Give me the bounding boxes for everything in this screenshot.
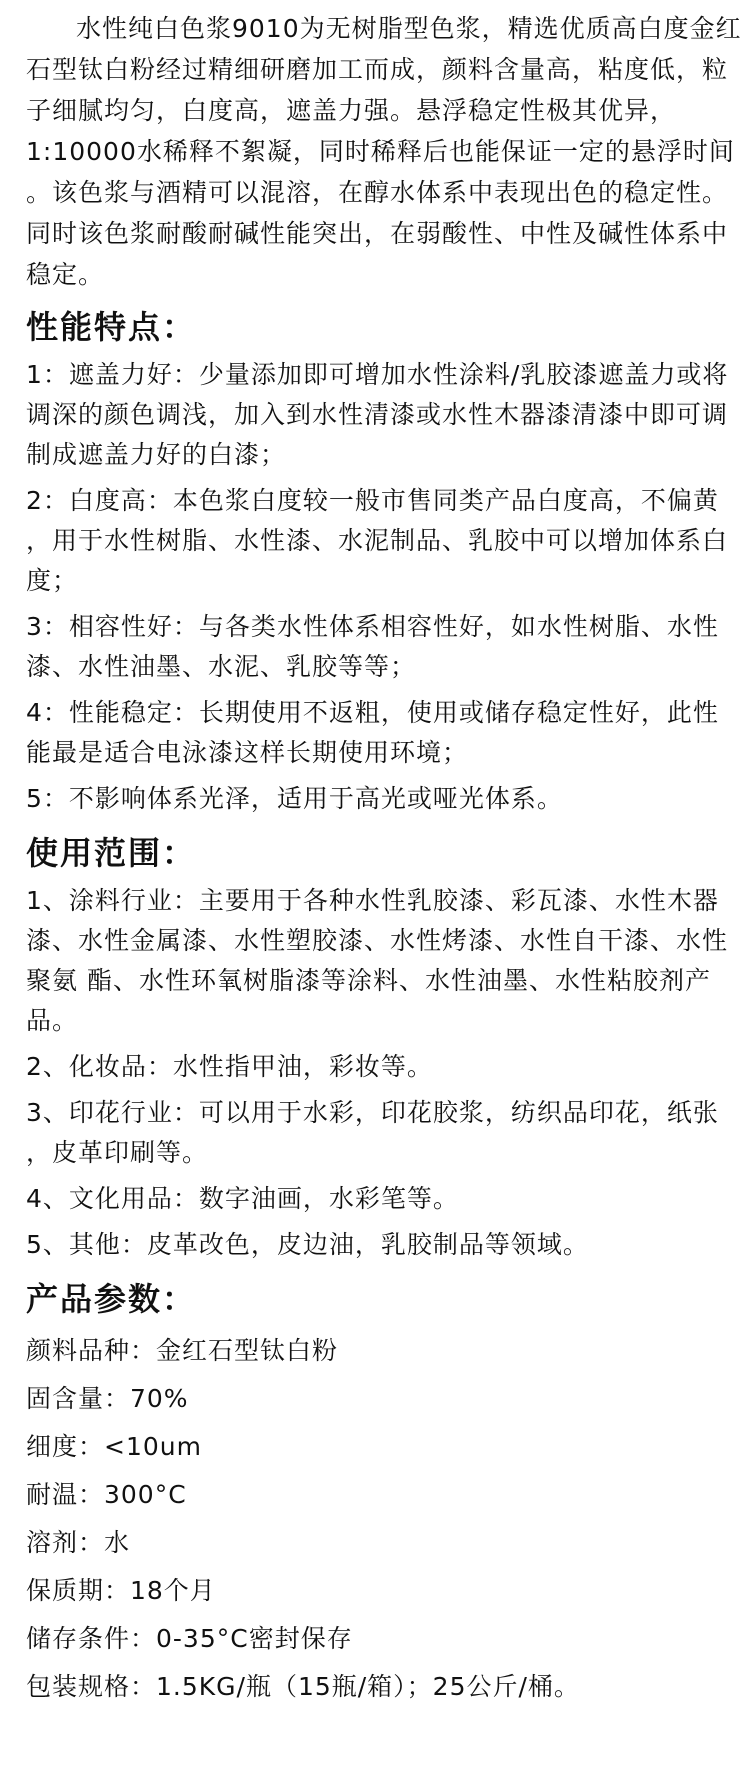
usage-item: [26, 1179, 728, 1219]
feature-line: 2：白度高：本色浆白度较一般市售同类产品白度高，不偏黄: [26, 486, 719, 515]
usage-line: 1、涂料行业：主要用于各种水性乳胶漆、彩瓦漆、水性木器: [26, 886, 719, 915]
usage-item: [26, 1093, 728, 1173]
usage-line: 3、印花行业：可以用于水彩，印花胶浆，纺织品印花，纸张: [26, 1098, 719, 1127]
feature-item: [26, 779, 728, 819]
intro-line: 水性纯白色浆9010为无树脂型色浆，精选优质高白度金红: [76, 14, 742, 43]
intro-line: 同时该色浆耐酸耐碱性能突出，在弱酸性、中性及碱性体系中: [26, 219, 729, 248]
param-row: 保质期：18个月: [26, 1576, 216, 1605]
feature-item: [26, 355, 728, 475]
param-row: 颜料品种：金红石型钛白粉: [26, 1336, 339, 1365]
param-row: 耐温：300°C: [26, 1480, 187, 1509]
intro-line: 子细腻均匀，白度高，遮盖力强。悬浮稳定性极其优异，: [26, 96, 677, 125]
feature-line: 4：性能稳定：长期使用不返粗，使用或储存稳定性好，此性: [26, 698, 719, 727]
usage-line: 4、文化用品：数字油画，水彩笔等。: [26, 1184, 459, 1213]
param-row: 细度：<10um: [26, 1432, 202, 1461]
feature-item: [26, 481, 728, 601]
param-row: 储存条件：0-35°C密封保存: [26, 1624, 353, 1653]
usage-line: 5、其他：皮革改色，皮边油，乳胶制品等领域。: [26, 1230, 589, 1259]
feature-line: 制成遮盖力好的白漆；: [26, 440, 287, 469]
feature-line: 能最是适合电泳漆这样长期使用环境；: [26, 738, 469, 767]
feature-item: [26, 693, 728, 773]
intro-line: 石型钛白粉经过精细研磨加工而成，颜料含量高，粘度低，粒: [26, 55, 729, 84]
feature-line: ，用于水性树脂、水性漆、水泥制品、乳胶中可以增加体系白: [26, 526, 729, 555]
feature-line: 漆、水性油墨、水泥、乳胶等等；: [26, 652, 417, 681]
usage-line: 2、化妆品：水性指甲油，彩妆等。: [26, 1052, 433, 1081]
usage-heading: 使用范围：: [26, 834, 197, 872]
intro-line: 1:10000水稀释不絮凝，同时稀释后也能保证一定的悬浮时间: [26, 137, 735, 166]
features-section: [26, 299, 728, 819]
feature-line: 1：遮盖力好：少量添加即可增加水性涂料/乳胶漆遮盖力或将: [26, 360, 729, 389]
usage-section: [26, 825, 728, 1265]
params-heading: 产品参数：: [26, 1280, 197, 1318]
feature-line: 5：不影响体系光泽，适用于高光或哑光体系。: [26, 784, 563, 813]
param-row: 包装规格：1.5KG/瓶（15瓶/箱）；25公斤/桶。: [26, 1672, 580, 1701]
feature-line: 3：相容性好：与各类水性体系相容性好，如水性树脂、水性: [26, 612, 719, 641]
intro-line: 稳定。: [26, 260, 105, 289]
feature-line: 调深的颜色调浅，加入到水性清漆或水性木器漆清漆中即可调: [26, 400, 729, 429]
usage-item: [26, 1225, 728, 1265]
usage-line: 聚氨 酯、水性环氧树脂漆等涂料、水性油墨、水性粘胶剂产: [26, 966, 711, 995]
param-row: 溶剂：水: [26, 1528, 131, 1557]
usage-item: [26, 881, 728, 1041]
feature-item: [26, 607, 728, 687]
param-row: 固含量：70%: [26, 1384, 189, 1413]
usage-item: [26, 1047, 728, 1087]
features-heading: 性能特点：: [26, 308, 197, 346]
intro-paragraph: [26, 8, 742, 295]
feature-line: 度；: [26, 566, 79, 595]
usage-line: 漆、水性金属漆、水性塑胶漆、水性烤漆、水性自干漆、水性: [26, 926, 729, 955]
params-section: [26, 1271, 728, 1711]
intro-line: 。该色浆与酒精可以混溶，在醇水体系中表现出色的稳定性。: [26, 178, 729, 207]
usage-line: 品。: [26, 1006, 79, 1035]
usage-line: ，皮革印刷等。: [26, 1138, 209, 1167]
